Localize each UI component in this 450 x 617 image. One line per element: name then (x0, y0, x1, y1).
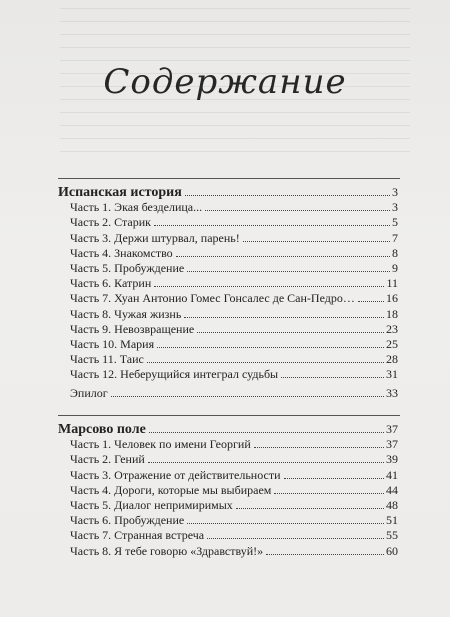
dot-leader (207, 538, 384, 539)
dot-leader (176, 256, 390, 257)
toc-entry (58, 275, 398, 290)
toc-entry (58, 245, 398, 260)
toc-entry-title: Часть 1. Человек по имени Георгий (70, 437, 251, 452)
dot-leader (185, 195, 390, 196)
dot-leader (154, 286, 384, 287)
part-heading (58, 418, 398, 436)
dot-leader (281, 377, 384, 378)
dot-leader (243, 241, 390, 242)
toc-entry-page-number: 9 (392, 260, 398, 275)
dot-leader (254, 447, 384, 448)
toc-entry (58, 497, 398, 512)
toc-entry-title: Часть 7. Странная встреча (70, 528, 205, 543)
part-heading-title: Испанская история (58, 185, 182, 200)
part-heading-page-number: 3 (392, 185, 398, 199)
dot-leader (236, 508, 384, 509)
dot-leader (274, 493, 384, 494)
toc-entry-page-number: 23 (386, 321, 398, 336)
toc-entry (58, 321, 398, 336)
toc-entry-title: Часть 3. Держи штурвал, парень! (70, 230, 240, 245)
toc-entry (58, 512, 398, 527)
toc-entry-page-number: 28 (386, 352, 398, 367)
part-heading-title: Марсово поле (58, 422, 146, 437)
toc-entry (58, 199, 398, 214)
toc-entry (58, 527, 398, 542)
dot-leader (205, 210, 390, 211)
toc-entry-page-number: 60 (386, 543, 398, 558)
toc-entry (58, 451, 398, 466)
dot-leader (148, 462, 384, 463)
toc-entry-title: Часть 6. Пробуждение (70, 513, 185, 528)
toc-entry (58, 260, 398, 275)
toc-entry-title: Часть 2. Старик (70, 215, 151, 230)
toc-entry-page-number: 55 (386, 528, 398, 543)
toc-entry-page-number: 7 (392, 230, 398, 245)
toc-entry-page-number: 16 (386, 291, 398, 306)
dot-leader (187, 523, 384, 524)
toc-entry-title: Часть 9. Невозвращение (70, 321, 195, 336)
dot-leader (111, 396, 384, 397)
toc-entry-title: Часть 8. Я тебе говорю «Здравствуй!» (70, 543, 264, 558)
section-divider (58, 415, 400, 416)
toc-entry (58, 305, 398, 320)
toc-part-1 (58, 181, 398, 400)
toc-entry (58, 366, 398, 381)
toc-entry-title: Часть 11. Таис (70, 352, 144, 367)
dot-leader (154, 225, 390, 226)
toc-entry-page-number: 39 (386, 452, 398, 467)
toc-entry (58, 229, 398, 244)
toc-entry (58, 351, 398, 366)
toc-entry-page-number: 11 (386, 276, 398, 291)
toc-entry-title: Часть 12. Неберущийся интеграл судьбы (70, 367, 279, 382)
dot-leader (197, 332, 384, 333)
toc-entry-page-number: 41 (386, 467, 398, 482)
toc-entry-title: Часть 7. Хуан Антонио Гомес Гонсалес де Сан-Педро… (70, 291, 355, 306)
toc-entry-title: Часть 3. Отражение от действительности (70, 467, 281, 482)
toc-entry-title: Часть 4. Дороги, которые мы выбираем (70, 482, 272, 497)
toc-part-2 (58, 418, 398, 558)
dot-leader (157, 347, 384, 348)
toc-entry (58, 385, 398, 400)
toc-entry-title: Часть 2. Гений (70, 452, 145, 467)
toc-entry-title: Часть 4. Знакомство (70, 245, 173, 260)
toc-entry-title: Часть 5. Диалог непримиримых (70, 497, 233, 512)
toc-entry-page-number: 8 (392, 245, 398, 260)
toc-entry (58, 542, 398, 557)
page-title: Содержание (103, 62, 347, 102)
dot-leader (149, 432, 384, 433)
toc-entry-page-number: 18 (386, 306, 398, 321)
dot-leader (147, 362, 384, 363)
toc-entry (58, 482, 398, 497)
toc-entry-page-number: 25 (386, 336, 398, 351)
dot-leader (184, 317, 384, 318)
toc-entry (58, 290, 398, 305)
toc-entry-page-number: 3 (392, 200, 398, 215)
dot-leader (187, 271, 390, 272)
toc-entry (58, 466, 398, 481)
toc-entry-title: Часть 5. Пробуждение (70, 260, 185, 275)
part-heading-page-number: 37 (386, 422, 398, 436)
toc-entry-title: Часть 6. Катрин (70, 276, 152, 291)
part-heading (58, 181, 398, 199)
toc-entry (58, 336, 398, 351)
toc-entry-page-number: 31 (386, 367, 398, 382)
toc-entry-page-number: 33 (386, 386, 398, 401)
toc-entry-page-number: 48 (386, 497, 398, 512)
dot-leader (358, 301, 384, 302)
dot-leader (284, 478, 384, 479)
toc-entry (58, 436, 398, 451)
toc-entry-page-number: 51 (386, 513, 398, 528)
toc-entry-title: Эпилог (70, 386, 108, 401)
toc-entry-title: Часть 1. Экая безделица... (70, 200, 203, 215)
toc-entry-page-number: 5 (392, 215, 398, 230)
toc-entry-page-number: 44 (386, 482, 398, 497)
toc-entry-title: Часть 10. Мария (70, 336, 155, 351)
toc-entry-page-number: 37 (386, 437, 398, 452)
toc-entry-title: Часть 8. Чужая жизнь (70, 306, 182, 321)
dot-leader (266, 554, 384, 555)
toc-entry (58, 214, 398, 229)
section-divider (58, 178, 400, 179)
